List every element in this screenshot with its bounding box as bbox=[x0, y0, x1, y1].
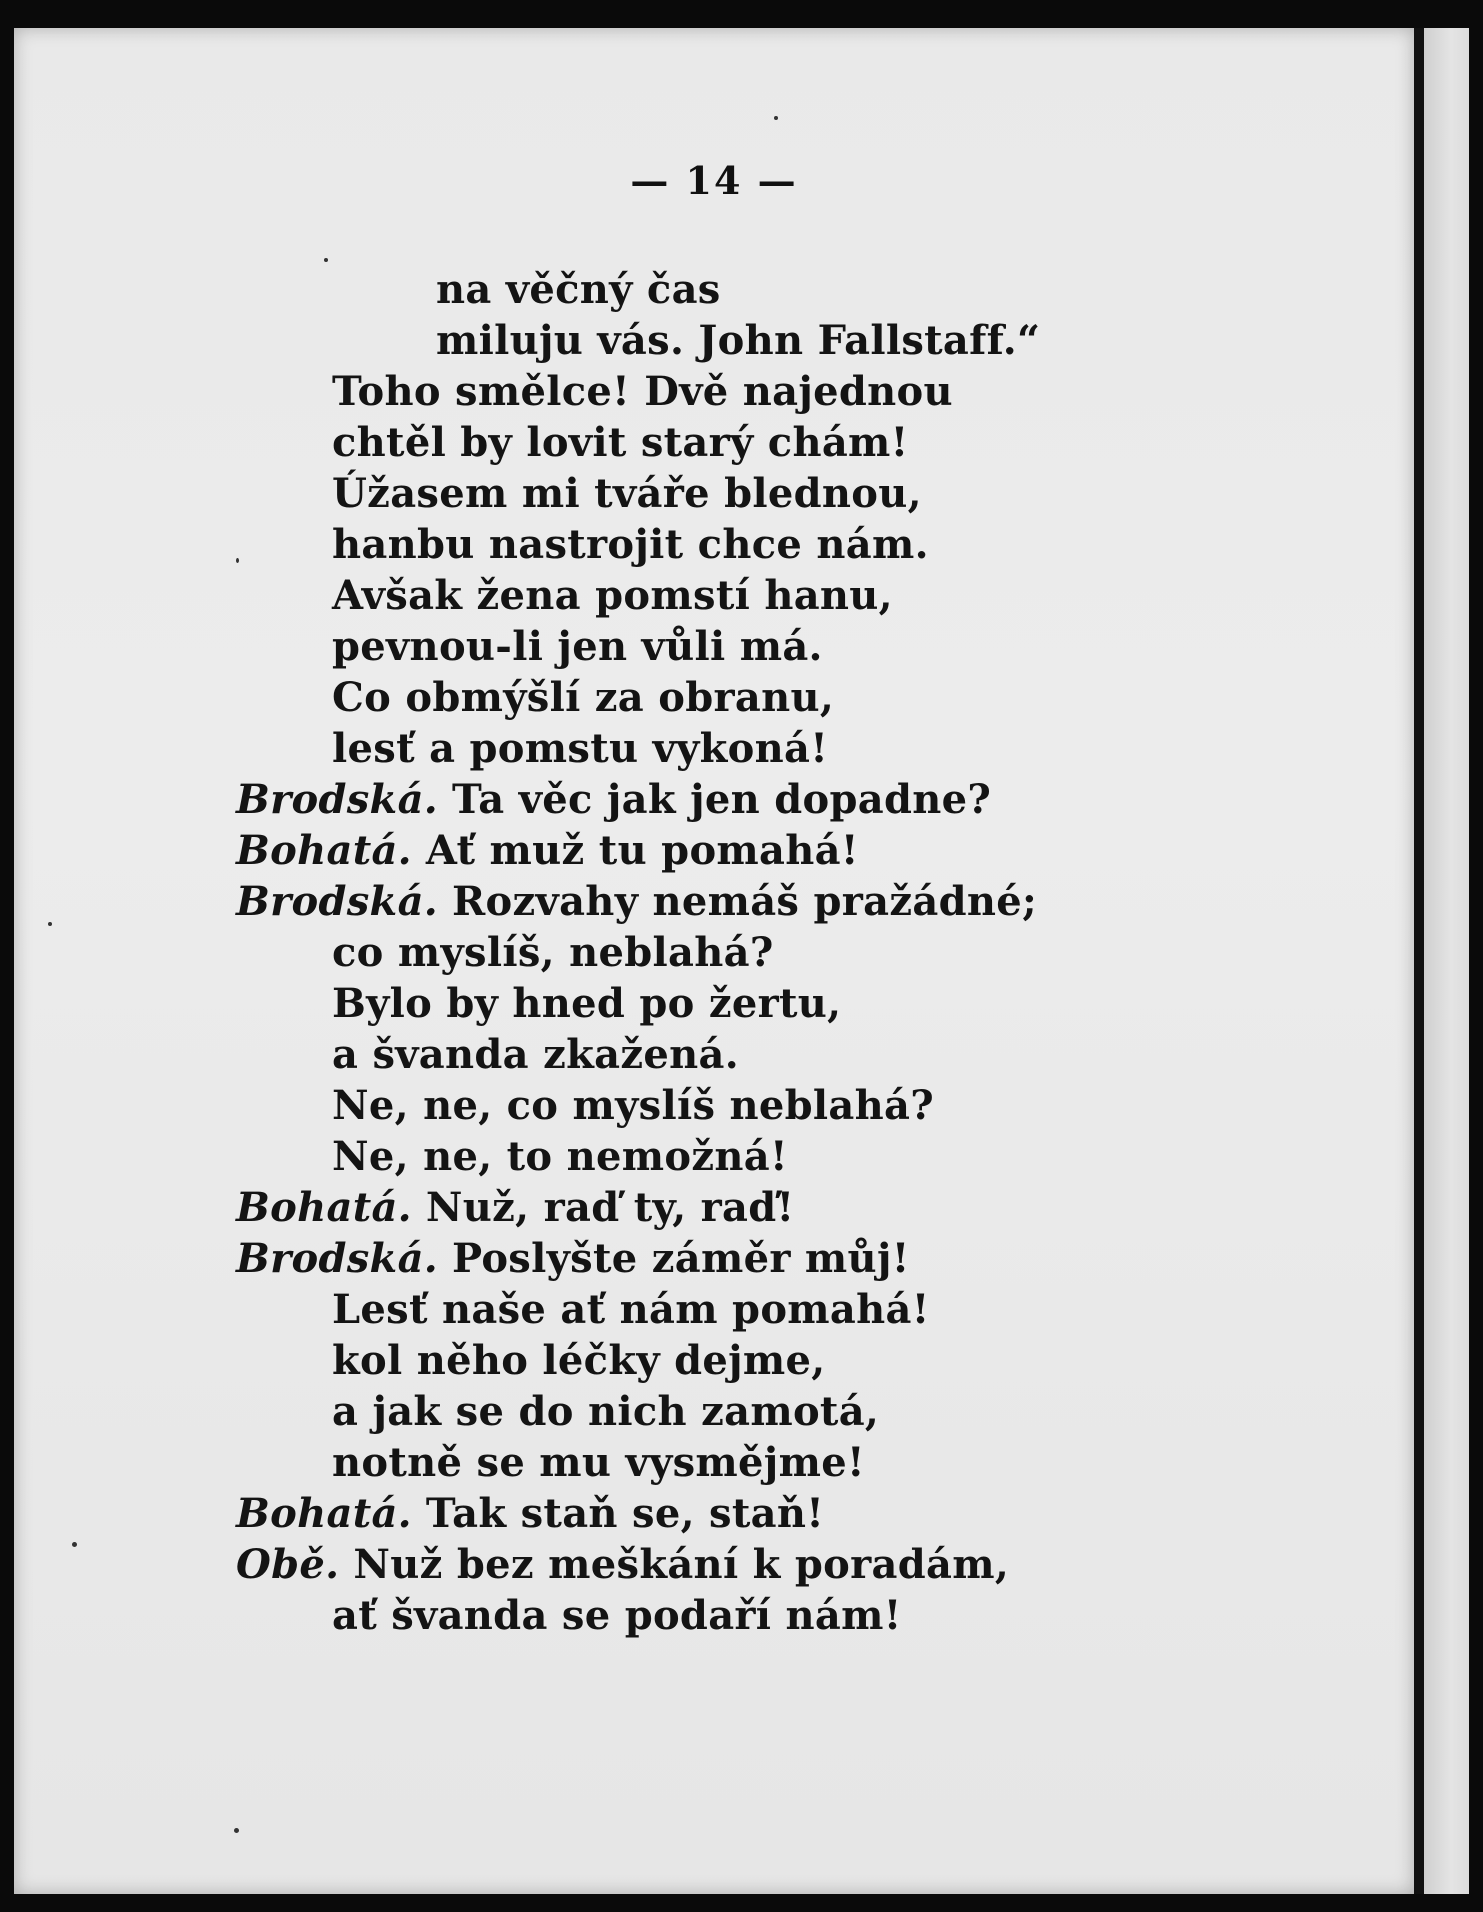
speaker-name: Brodská. bbox=[236, 776, 439, 823]
line-text: miluju vás. John Fallstaff.“ bbox=[436, 317, 1041, 364]
line-text: Nuž, raď ty, raď! bbox=[425, 1184, 795, 1231]
scan-speck bbox=[234, 1828, 239, 1833]
verse-line bbox=[332, 1029, 739, 1080]
verse-line bbox=[236, 1539, 1009, 1590]
line-text: chtěl by lovit starý chám! bbox=[332, 419, 909, 466]
line-text: Avšak žena pomstí hanu, bbox=[332, 572, 893, 619]
speaker-name: Bohatá. bbox=[236, 1490, 412, 1537]
line-text: ať švanda se podaří nám! bbox=[332, 1592, 902, 1639]
line-text: kol něho léčky dejme, bbox=[332, 1337, 826, 1384]
line-text: Nuž bez meškání k poradám, bbox=[353, 1541, 1010, 1588]
line-text: Lesť naše ať nám pomahá! bbox=[332, 1286, 930, 1333]
line-text: Poslyšte záměr můj! bbox=[452, 1235, 910, 1282]
verse-line bbox=[236, 1233, 910, 1284]
page-number: — 14 — bbox=[630, 158, 798, 203]
verse-line bbox=[332, 1284, 930, 1335]
verse-line bbox=[332, 978, 841, 1029]
scan-speck bbox=[72, 1542, 77, 1547]
verse-line bbox=[436, 264, 721, 315]
line-text: Toho smělce! Dvě najednou bbox=[332, 368, 953, 415]
line-text: a švanda zkažená. bbox=[332, 1031, 739, 1078]
line-text: co myslíš, neblahá? bbox=[332, 929, 774, 976]
scan-speck bbox=[774, 116, 778, 120]
speaker-name: Brodská. bbox=[236, 1235, 439, 1282]
verse-line bbox=[236, 825, 859, 876]
verse-line bbox=[332, 417, 909, 468]
speaker-name: Obě. bbox=[236, 1541, 340, 1588]
verse-line bbox=[332, 1590, 902, 1641]
verse-line bbox=[332, 927, 774, 978]
verse-line bbox=[236, 774, 991, 825]
scan-speck bbox=[236, 558, 239, 563]
book-page bbox=[14, 28, 1414, 1894]
speaker-name: Bohatá. bbox=[236, 827, 412, 874]
verse-line bbox=[236, 1182, 794, 1233]
line-text: Co obmýšlí za obranu, bbox=[332, 674, 835, 721]
scan-speck bbox=[48, 922, 52, 926]
line-text: Ne, ne, co myslíš neblahá? bbox=[332, 1082, 934, 1129]
line-text: notně se mu vysmějme! bbox=[332, 1439, 865, 1486]
verse-line bbox=[332, 570, 893, 621]
line-text: Bylo by hned po žertu, bbox=[332, 980, 842, 1027]
verse-line bbox=[436, 315, 1040, 366]
line-text: Tak staň se, staň! bbox=[425, 1490, 825, 1537]
page-gutter bbox=[1414, 28, 1424, 1894]
line-text: Rozvahy nemáš pražádné; bbox=[452, 878, 1038, 925]
line-text: Ne, ne, to nemožná! bbox=[332, 1133, 788, 1180]
verse-line bbox=[332, 1131, 788, 1182]
verse-line bbox=[332, 723, 828, 774]
verse-line bbox=[332, 1080, 934, 1131]
line-text: lesť a pomstu vykoná! bbox=[332, 725, 829, 772]
line-text: Úžasem mi tváře blednou, bbox=[332, 470, 922, 517]
line-text: pevnou-li jen vůli má. bbox=[332, 623, 823, 670]
line-text: Ať muž tu pomahá! bbox=[425, 827, 859, 874]
adjacent-page-edge bbox=[1424, 28, 1469, 1894]
verse-line bbox=[332, 1437, 865, 1488]
line-text: Ta věc jak jen dopadne? bbox=[452, 776, 992, 823]
verse-line bbox=[332, 366, 953, 417]
verse-line bbox=[236, 876, 1037, 927]
scan-speck bbox=[324, 258, 328, 262]
line-text: hanbu nastrojit chce nám. bbox=[332, 521, 929, 568]
verse-line bbox=[332, 672, 834, 723]
line-text: na věčný čas bbox=[436, 266, 721, 313]
verse-line bbox=[236, 1488, 824, 1539]
speaker-name: Brodská. bbox=[236, 878, 439, 925]
verse-line bbox=[332, 1386, 879, 1437]
verse-line bbox=[332, 468, 922, 519]
verse-line bbox=[332, 519, 929, 570]
speaker-name: Bohatá. bbox=[236, 1184, 412, 1231]
verse-line bbox=[332, 1335, 826, 1386]
verse-line bbox=[332, 621, 823, 672]
line-text: a jak se do nich zamotá, bbox=[332, 1388, 880, 1435]
